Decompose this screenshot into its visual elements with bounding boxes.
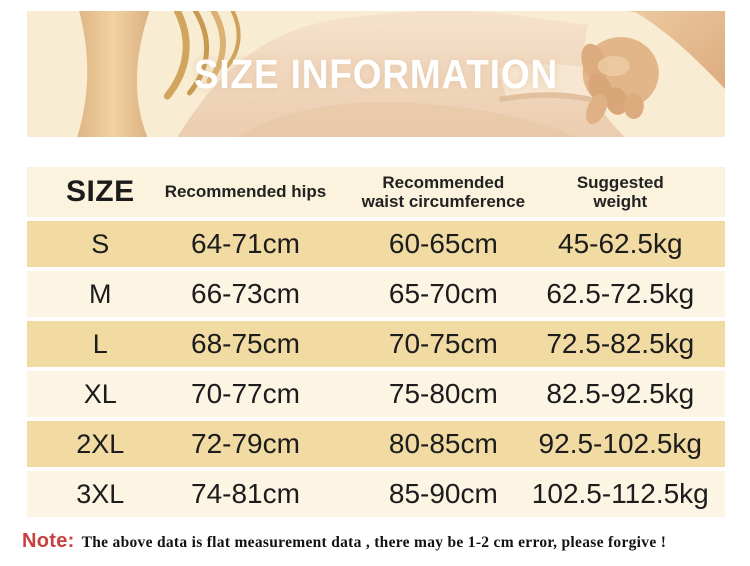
column-header-waist-line1: Recommended xyxy=(382,172,505,192)
weight-cell: 62.5-72.5kg xyxy=(546,278,695,309)
column-header-waist-line2: waist circumference xyxy=(361,192,526,211)
note-text: The above data is flat measurement data , there may be 1-2 cm error, please forgive ! xyxy=(81,534,667,551)
waist-cell: 75-80cm xyxy=(388,378,498,409)
column-header-waist xyxy=(317,173,569,211)
hips-cell: 68-75cm xyxy=(191,328,300,359)
hips-cell: 72-79cm xyxy=(191,428,300,459)
size-cell: M xyxy=(89,278,112,309)
waist-cell: 65-70cm xyxy=(388,278,498,309)
table-row-2xl xyxy=(27,421,725,467)
column-header-size xyxy=(27,175,174,209)
weight-cell: 45-62.5kg xyxy=(558,228,683,259)
waist-cell: 80-85cm xyxy=(388,428,498,459)
column-header-size-label: SIZE xyxy=(65,175,135,208)
column-header-weight-line1: Suggested xyxy=(576,172,664,192)
size-cell: L xyxy=(92,328,108,359)
column-header-weight-line2: weight xyxy=(593,192,648,211)
size-cell: XL xyxy=(83,378,117,409)
table-header-row xyxy=(27,167,725,217)
waist-cell: 85-90cm xyxy=(388,478,498,509)
weight-cell: 102.5-112.5kg xyxy=(531,478,709,509)
hips-cell: 70-77cm xyxy=(191,378,300,409)
column-header-hips-label: Recommended hips xyxy=(164,182,327,202)
waist-cell: 60-65cm xyxy=(388,228,498,259)
table-row-l xyxy=(27,321,725,367)
size-cell: 3XL xyxy=(76,478,125,509)
column-header-weight xyxy=(569,173,671,211)
hips-cell: 64-71cm xyxy=(191,228,300,259)
column-header-hips xyxy=(164,182,327,202)
weight-cell: 72.5-82.5kg xyxy=(546,328,695,359)
table-row-xl xyxy=(27,371,725,417)
note-label: Note: xyxy=(22,530,75,552)
size-table xyxy=(27,167,725,521)
hips-cell: 66-73cm xyxy=(191,278,300,309)
banner-title: SIZE INFORMATION xyxy=(193,50,559,97)
table-row-m xyxy=(27,271,725,317)
table-row-3xl xyxy=(27,471,725,517)
size-cell: 2XL xyxy=(76,428,125,459)
banner xyxy=(27,11,725,137)
waist-cell: 70-75cm xyxy=(388,328,498,359)
note xyxy=(22,530,742,553)
weight-cell: 92.5-102.5kg xyxy=(538,428,703,459)
hips-cell: 74-81cm xyxy=(191,478,300,509)
weight-cell: 82.5-92.5kg xyxy=(546,378,695,409)
size-cell: S xyxy=(91,228,110,259)
table-row-s xyxy=(27,221,725,267)
